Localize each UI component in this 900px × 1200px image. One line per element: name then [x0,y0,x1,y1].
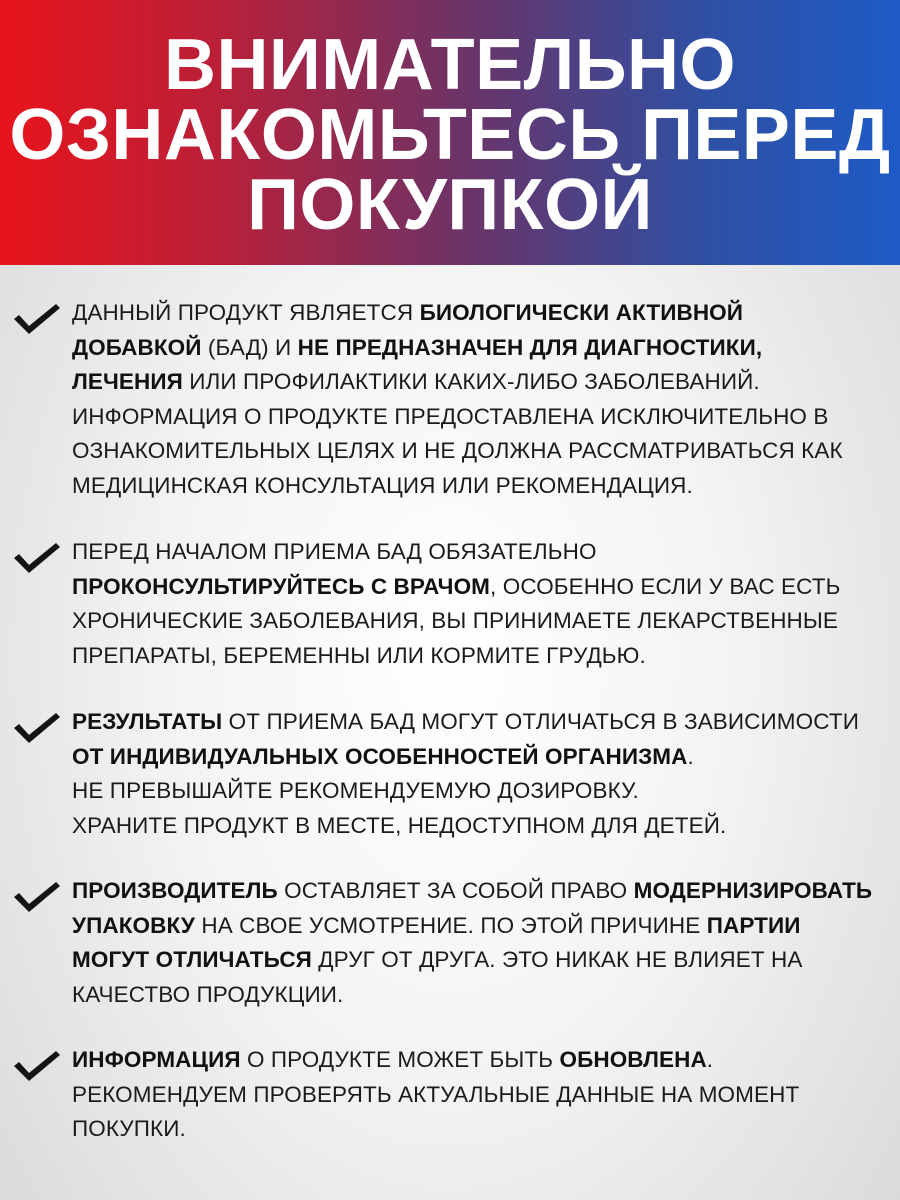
text-run: ХРОНИЧЕСКИЕ ЗАБОЛЕВАНИЯ, ВЫ ПРИНИМАЕТЕ ЛЕКАРСТВЕННЫЕ [72,608,839,633]
text-run: ОСТАВЛЯЕТ ЗА СОБОЙ ПРАВО [277,878,634,903]
text-run: . [687,743,694,769]
text-line [72,365,894,400]
text-run: ПРЕПАРАТЫ, БЕРЕМЕННЫ ИЛИ КОРМИТЕ ГРУДЬЮ. [72,642,646,668]
text-line [72,1112,894,1147]
bold-text-run: ОБНОВЛЕНА [559,1047,707,1072]
text-line [72,331,894,366]
text-run: НЕ ПРЕВЫШАЙТЕ РЕКОМЕНДУЕМУЮ ДОЗИРОВКУ. [72,778,639,803]
bold-text-run: ДОБАВКОЙ [72,334,202,360]
text-run: ОТ ПРИЕМА БАД МОГУТ ОТЛИЧАТЬСЯ В ЗАВИСИМОСТИ [222,709,859,734]
bold-text-run: УПАКОВКУ [72,912,195,938]
text-run: РЕКОМЕНДУЕМ ПРОВЕРЯТЬ АКТУАЛЬНЫЕ ДАННЫЕ НА МОМЕНТ [72,1081,800,1107]
text-line [72,874,894,909]
text-line [72,535,894,570]
text-run: (БАД) И [201,334,298,360]
text-run: ХРАНИТЕ ПРОДУКТ В МЕСТЕ, НЕДОСТУПНОМ ДЛЯ ДЕТЕЙ. [72,812,727,838]
text-line [72,943,894,978]
text-line [72,400,894,435]
bold-text-run: РЕЗУЛЬТАТЫ [72,709,223,734]
checkmark-icon [12,302,62,336]
checkmark-icon [12,541,62,575]
text-line [72,570,894,605]
bold-text-run: НЕ ПРЕДНАЗНАЧЕН ДЛЯ ДИАГНОСТИКИ, [297,334,763,360]
bold-text-run: МОДЕРНИЗИРОВАТЬ [633,878,873,903]
text-line [72,740,894,775]
text-line [72,434,894,469]
text-line [72,469,894,504]
checkmark-icon [12,1049,62,1083]
text-line [72,639,894,674]
page-title: ВНИМАТЕЛЬНО ОЗНАКОМЬТЕСЬ ПЕРЕД ПОКУПКОЙ [9,24,891,245]
text-line [72,909,894,944]
text-run: КАЧЕСТВО ПРОДУКЦИИ. [72,981,344,1007]
text-line [72,1043,894,1078]
text-line [72,604,894,639]
text-run: ИЛИ ПРОФИЛАКТИКИ КАКИХ-ЛИБО ЗАБОЛЕВАНИЙ. [182,369,760,394]
disclaimer-text-2 [72,535,894,673]
text-line [72,774,894,809]
disclaimer-text-3 [72,705,894,843]
text-run: ОЗНАКОМИТЕЛЬНЫХ ЦЕЛЯХ И НЕ ДОЛЖНА РАССМАТРИВАТЬСЯ КАК [72,438,843,463]
disclaimer-text-1 [72,296,894,503]
text-line [72,1078,894,1113]
disclaimer-text-5 [72,1043,894,1147]
text-run: ИНФОРМАЦИЯ О ПРОДУКТЕ ПРЕДОСТАВЛЕНА ИСКЛЮЧИТЕЛЬНО В [72,403,829,429]
text-run: . [706,1047,714,1072]
text-line [72,296,894,331]
text-line [72,809,894,844]
text-line [72,705,894,740]
text-run: МЕДИЦИНСКАЯ КОНСУЛЬТАЦИЯ ИЛИ РЕКОМЕНДАЦИЯ. [72,472,693,498]
checkmark-icon [12,711,62,745]
text-run: ПЕРЕД НАЧАЛОМ ПРИЕМА БАД ОБЯЗАТЕЛЬНО [72,539,597,564]
bold-text-run: ПРОИЗВОДИТЕЛЬ [72,878,278,903]
bold-text-run: ИНФОРМАЦИЯ [72,1047,241,1072]
bold-text-run: ПАРТИИ [706,912,801,938]
text-run: ПОКУПКИ. [72,1116,186,1141]
text-run: НА СВОЕ УСМОТРЕНИЕ. ПО ЭТОЙ ПРИЧИНЕ [195,912,707,938]
text-run: О ПРОДУКТЕ МОЖЕТ БЫТЬ [240,1047,560,1072]
text-run: , ОСОБЕННО ЕСЛИ У ВАС ЕСТЬ [490,573,841,599]
disclaimer-text-4 [72,874,894,1012]
text-line [72,978,894,1013]
bold-text-run: МОГУТ ОТЛИЧАТЬСЯ [72,947,312,972]
bold-text-run: ОТ ИНДИВИДУАЛЬНЫХ ОСОБЕННОСТЕЙ ОРГАНИЗМА [72,743,688,769]
bold-text-run: БИОЛОГИЧЕСКИ АКТИВНОЙ [419,300,744,325]
bold-text-run: ЛЕЧЕНИЯ [72,369,183,394]
text-run: ДАННЫЙ ПРОДУКТ ЯВЛЯЕТСЯ [72,300,420,325]
bold-text-run: ПРОКОНСУЛЬТИРУЙТЕСЬ С ВРАЧОМ [72,573,491,599]
checkmark-icon [12,880,62,914]
header-banner [0,0,900,265]
text-run: ДРУГ ОТ ДРУГА. ЭТО НИКАК НЕ ВЛИЯЕТ НА [311,947,803,972]
